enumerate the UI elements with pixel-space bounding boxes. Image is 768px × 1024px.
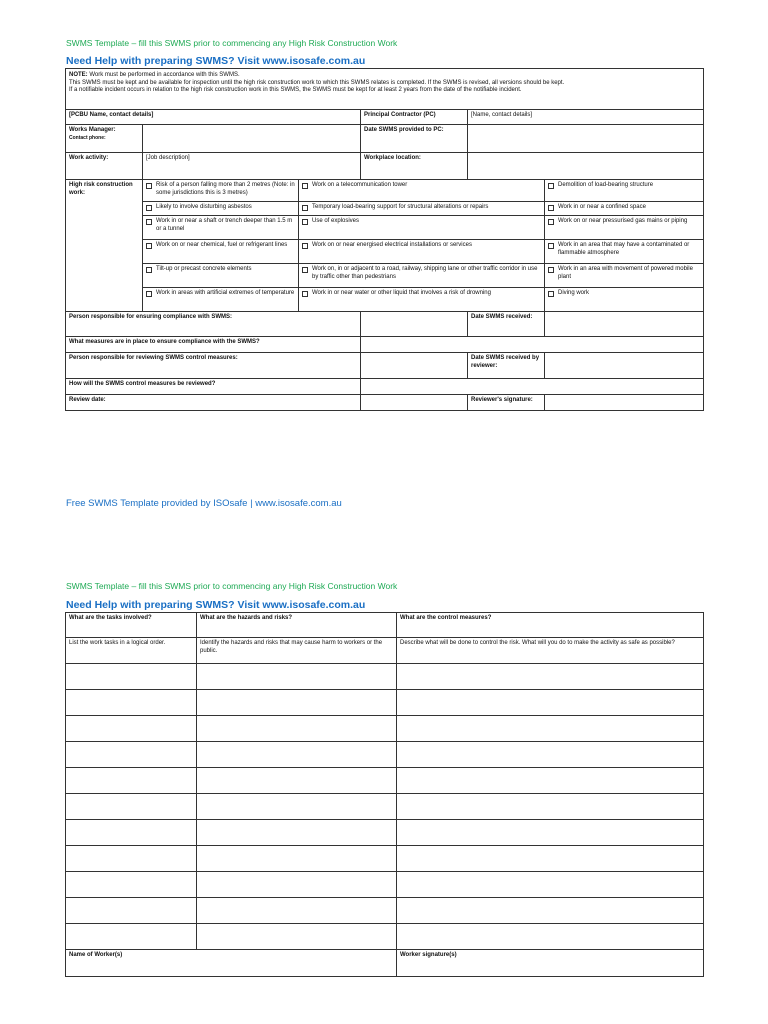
table-row	[66, 664, 704, 690]
high-risk-option[interactable]: Work in or near a shaft or trench deeper than 1.5 m or a tunnel	[143, 216, 299, 240]
high-risk-option[interactable]: Likely to involve disturbing asbestos	[143, 202, 299, 216]
high-risk-option[interactable]: Work on or near chemical, fuel or refrigerant lines	[143, 240, 299, 264]
table-row	[66, 924, 704, 950]
task-cell[interactable]	[66, 898, 197, 924]
person-responsible-label: Person responsible for ensuring compliance with SWMS:	[66, 312, 361, 337]
high-risk-row-2	[66, 216, 704, 240]
task-cell[interactable]	[66, 846, 197, 872]
control-cell[interactable]	[397, 846, 704, 872]
high-risk-option[interactable]: Work in areas with artificial extremes of temperature	[143, 288, 299, 312]
note-line-3: If a notifiable incident occurs in relation to the high risk construction work in this SWMS, the SWMS must be kept for at least 2 years from the date of the notifiable incident.	[69, 87, 522, 93]
hazard-cell[interactable]	[197, 690, 397, 716]
hazard-cell[interactable]	[197, 664, 397, 690]
table-row	[66, 872, 704, 898]
tasks-header: What are the tasks involved?	[66, 613, 197, 638]
hazard-cell[interactable]	[197, 898, 397, 924]
workplace-location-field[interactable]	[468, 153, 704, 180]
task-cell[interactable]	[66, 794, 197, 820]
hazard-cell[interactable]	[197, 820, 397, 846]
person-responsible-field[interactable]	[361, 312, 468, 337]
task-cell[interactable]	[66, 716, 197, 742]
note-line-2: This SWMS must be kept and be available for inspection until the high risk construction work to which this SWMS relates is completed. If the SWMS is revised, all versions should be kept.	[69, 79, 565, 86]
tasks-guidance-row	[66, 638, 704, 664]
review-date-field[interactable]	[361, 395, 468, 411]
tasks-header-row	[66, 613, 704, 638]
high-risk-row-5	[66, 288, 704, 312]
tasks-guidance: List the work tasks in a logical order.	[66, 638, 197, 664]
high-risk-option[interactable]: Demolition of load-bearing structure	[545, 180, 704, 202]
table-row	[66, 898, 704, 924]
table-row	[66, 794, 704, 820]
checkbox[interactable]	[548, 243, 554, 249]
note-label: NOTE:	[69, 72, 88, 78]
table-row	[66, 716, 704, 742]
table-row	[66, 690, 704, 716]
header-help-link[interactable]: Need Help with preparing SWMS? Visit www.isosafe.com.au	[66, 55, 366, 67]
checkbox[interactable]	[146, 267, 152, 273]
swms-form-table	[65, 68, 704, 411]
table-row	[66, 768, 704, 794]
checkbox[interactable]	[146, 243, 152, 249]
checkbox[interactable]	[146, 291, 152, 297]
high-risk-option[interactable]: Tilt-up or precast concrete elements	[143, 264, 299, 288]
header-subtitle-2: SWMS Template – fill this SWMS prior to commencing any High Risk Construction Work	[66, 581, 398, 591]
reviewer-signature-label: Reviewer's signature:	[468, 395, 545, 411]
high-risk-option[interactable]: Diving work	[545, 288, 704, 312]
measures-field[interactable]	[361, 337, 704, 353]
date-received-label: Date SWMS received:	[468, 312, 545, 337]
works-manager-row	[66, 125, 704, 153]
note-cell	[66, 69, 704, 110]
table-row	[66, 846, 704, 872]
task-cell[interactable]	[66, 820, 197, 846]
date-provided-field[interactable]	[468, 125, 704, 153]
high-risk-option[interactable]: Temporary load-bearing support for structural alterations or repairs	[299, 202, 545, 216]
checkbox[interactable]	[548, 267, 554, 273]
date-received-reviewer-field[interactable]	[545, 353, 704, 379]
high-risk-option[interactable]: Work in or near water or other liquid that involves a risk of drowning	[299, 288, 545, 312]
date-received-reviewer-label: Date SWMS received by reviewer:	[468, 353, 545, 379]
task-cell[interactable]	[66, 768, 197, 794]
task-cell[interactable]	[66, 690, 197, 716]
hazard-cell[interactable]	[197, 768, 397, 794]
control-cell[interactable]	[397, 742, 704, 768]
job-description-field[interactable]: [Job description]	[143, 153, 361, 180]
control-cell[interactable]	[397, 872, 704, 898]
high-risk-option[interactable]: Work on, in or adjacent to a road, railway, shipping lane or other traffic corridor in use by traffic other than pedestrians	[299, 264, 545, 288]
reviewer-signature-field[interactable]	[545, 395, 704, 411]
date-provided-label: Date SWMS provided to PC:	[361, 125, 468, 153]
hazard-cell[interactable]	[197, 742, 397, 768]
works-manager-field[interactable]	[143, 125, 361, 153]
hazard-cell[interactable]	[197, 716, 397, 742]
control-cell[interactable]	[397, 924, 704, 950]
hazard-cell[interactable]	[197, 872, 397, 898]
high-risk-row-4	[66, 264, 704, 288]
checkbox[interactable]	[146, 205, 152, 211]
high-risk-row-3	[66, 240, 704, 264]
person-reviewing-label: Person responsible for reviewing SWMS control measures:	[66, 353, 361, 379]
high-risk-option[interactable]: Work in an area that may have a contaminated or flammable atmosphere	[545, 240, 704, 264]
high-risk-option[interactable]: Risk of a person falling more than 2 metres (Note: in some jurisdictions this is 3 metres)	[143, 180, 299, 202]
checkbox[interactable]	[146, 219, 152, 225]
person-responsible-row	[66, 312, 704, 337]
worker-row	[66, 950, 704, 977]
hazard-cell[interactable]	[197, 794, 397, 820]
checkbox[interactable]	[548, 219, 554, 225]
measures-row	[66, 337, 704, 353]
high-risk-row-1	[66, 202, 704, 216]
how-reviewed-field[interactable]	[361, 379, 704, 395]
control-cell[interactable]	[397, 768, 704, 794]
checkbox[interactable]	[548, 205, 554, 211]
principal-contractor-label: Principal Contractor (PC)	[361, 110, 468, 125]
controls-header: What are the control measures?	[397, 613, 704, 638]
contact-phone-text: Contact phone:	[69, 134, 106, 141]
checkbox[interactable]	[548, 291, 554, 297]
pc-details-field[interactable]: [Name, contact details]	[468, 110, 704, 125]
person-reviewing-field[interactable]	[361, 353, 468, 379]
note-line-1: Work must be performed in accordance with this SWMS.	[89, 72, 240, 78]
checkbox[interactable]	[302, 183, 308, 189]
control-cell[interactable]	[397, 716, 704, 742]
how-reviewed-row	[66, 379, 704, 395]
high-risk-option[interactable]: Work on or near pressurised gas mains or piping	[545, 216, 704, 240]
person-reviewing-row	[66, 353, 704, 379]
table-row	[66, 820, 704, 846]
worker-name-field[interactable]: Name of Worker(s)	[66, 950, 397, 977]
review-date-row	[66, 395, 704, 411]
footer-link[interactable]: Free SWMS Template provided by ISOsafe | www.isosafe.com.au	[66, 498, 342, 509]
checkbox[interactable]	[302, 243, 308, 249]
high-risk-label: High risk construction work:	[66, 180, 143, 312]
task-cell[interactable]	[66, 924, 197, 950]
hazard-cell[interactable]	[197, 846, 397, 872]
task-cell[interactable]	[66, 664, 197, 690]
tasks-table	[65, 612, 704, 977]
control-cell[interactable]	[397, 690, 704, 716]
how-reviewed-label: How will the SWMS control measures be reviewed?	[66, 379, 361, 395]
checkbox[interactable]	[548, 183, 554, 189]
high-risk-option[interactable]: Work in an area with movement of powered mobile plant	[545, 264, 704, 288]
hazards-guidance: Identify the hazards and risks that may cause harm to workers or the public.	[197, 638, 397, 664]
high-risk-row-0	[66, 180, 704, 202]
control-cell[interactable]	[397, 794, 704, 820]
works-manager-text: Works Manager:	[69, 127, 116, 133]
hazards-header: What are the hazards and risks?	[197, 613, 397, 638]
review-date-label: Review date:	[66, 395, 361, 411]
header-subtitle: SWMS Template – fill this SWMS prior to commencing any High Risk Construction Work	[66, 38, 398, 48]
works-manager-label	[66, 125, 143, 153]
high-risk-option[interactable]: Work on a telecommunication tower	[299, 180, 545, 202]
note-row	[66, 69, 704, 110]
workplace-location-label: Workplace location:	[361, 153, 468, 180]
date-received-field[interactable]	[545, 312, 704, 337]
header-help-link-2[interactable]: Need Help with preparing SWMS? Visit www.isosafe.com.au	[66, 599, 366, 611]
measures-label: What measures are in place to ensure compliance with the SWMS?	[66, 337, 361, 353]
task-cell[interactable]	[66, 872, 197, 898]
high-risk-option[interactable]: Work in or near a confined space	[545, 202, 704, 216]
checkbox[interactable]	[302, 291, 308, 297]
pcbu-row	[66, 110, 704, 125]
work-activity-row	[66, 153, 704, 180]
control-cell[interactable]	[397, 820, 704, 846]
controls-guidance: Describe what will be done to control the risk. What will you do to make the activity as safe as possible?	[397, 638, 704, 664]
task-cell[interactable]	[66, 742, 197, 768]
checkbox[interactable]	[302, 219, 308, 225]
high-risk-option[interactable]: Use of explosives	[299, 216, 545, 240]
hazard-cell[interactable]	[197, 924, 397, 950]
pcbu-field[interactable]: [PCBU Name, contact details]	[66, 110, 361, 125]
control-cell[interactable]	[397, 898, 704, 924]
checkbox[interactable]	[302, 267, 308, 273]
work-activity-label: Work activity:	[66, 153, 143, 180]
table-row	[66, 742, 704, 768]
checkbox[interactable]	[146, 183, 152, 189]
checkbox[interactable]	[302, 205, 308, 211]
worker-signature-field[interactable]: Worker signature(s)	[397, 950, 704, 977]
control-cell[interactable]	[397, 664, 704, 690]
high-risk-option[interactable]: Work on or near energised electrical installations or services	[299, 240, 545, 264]
